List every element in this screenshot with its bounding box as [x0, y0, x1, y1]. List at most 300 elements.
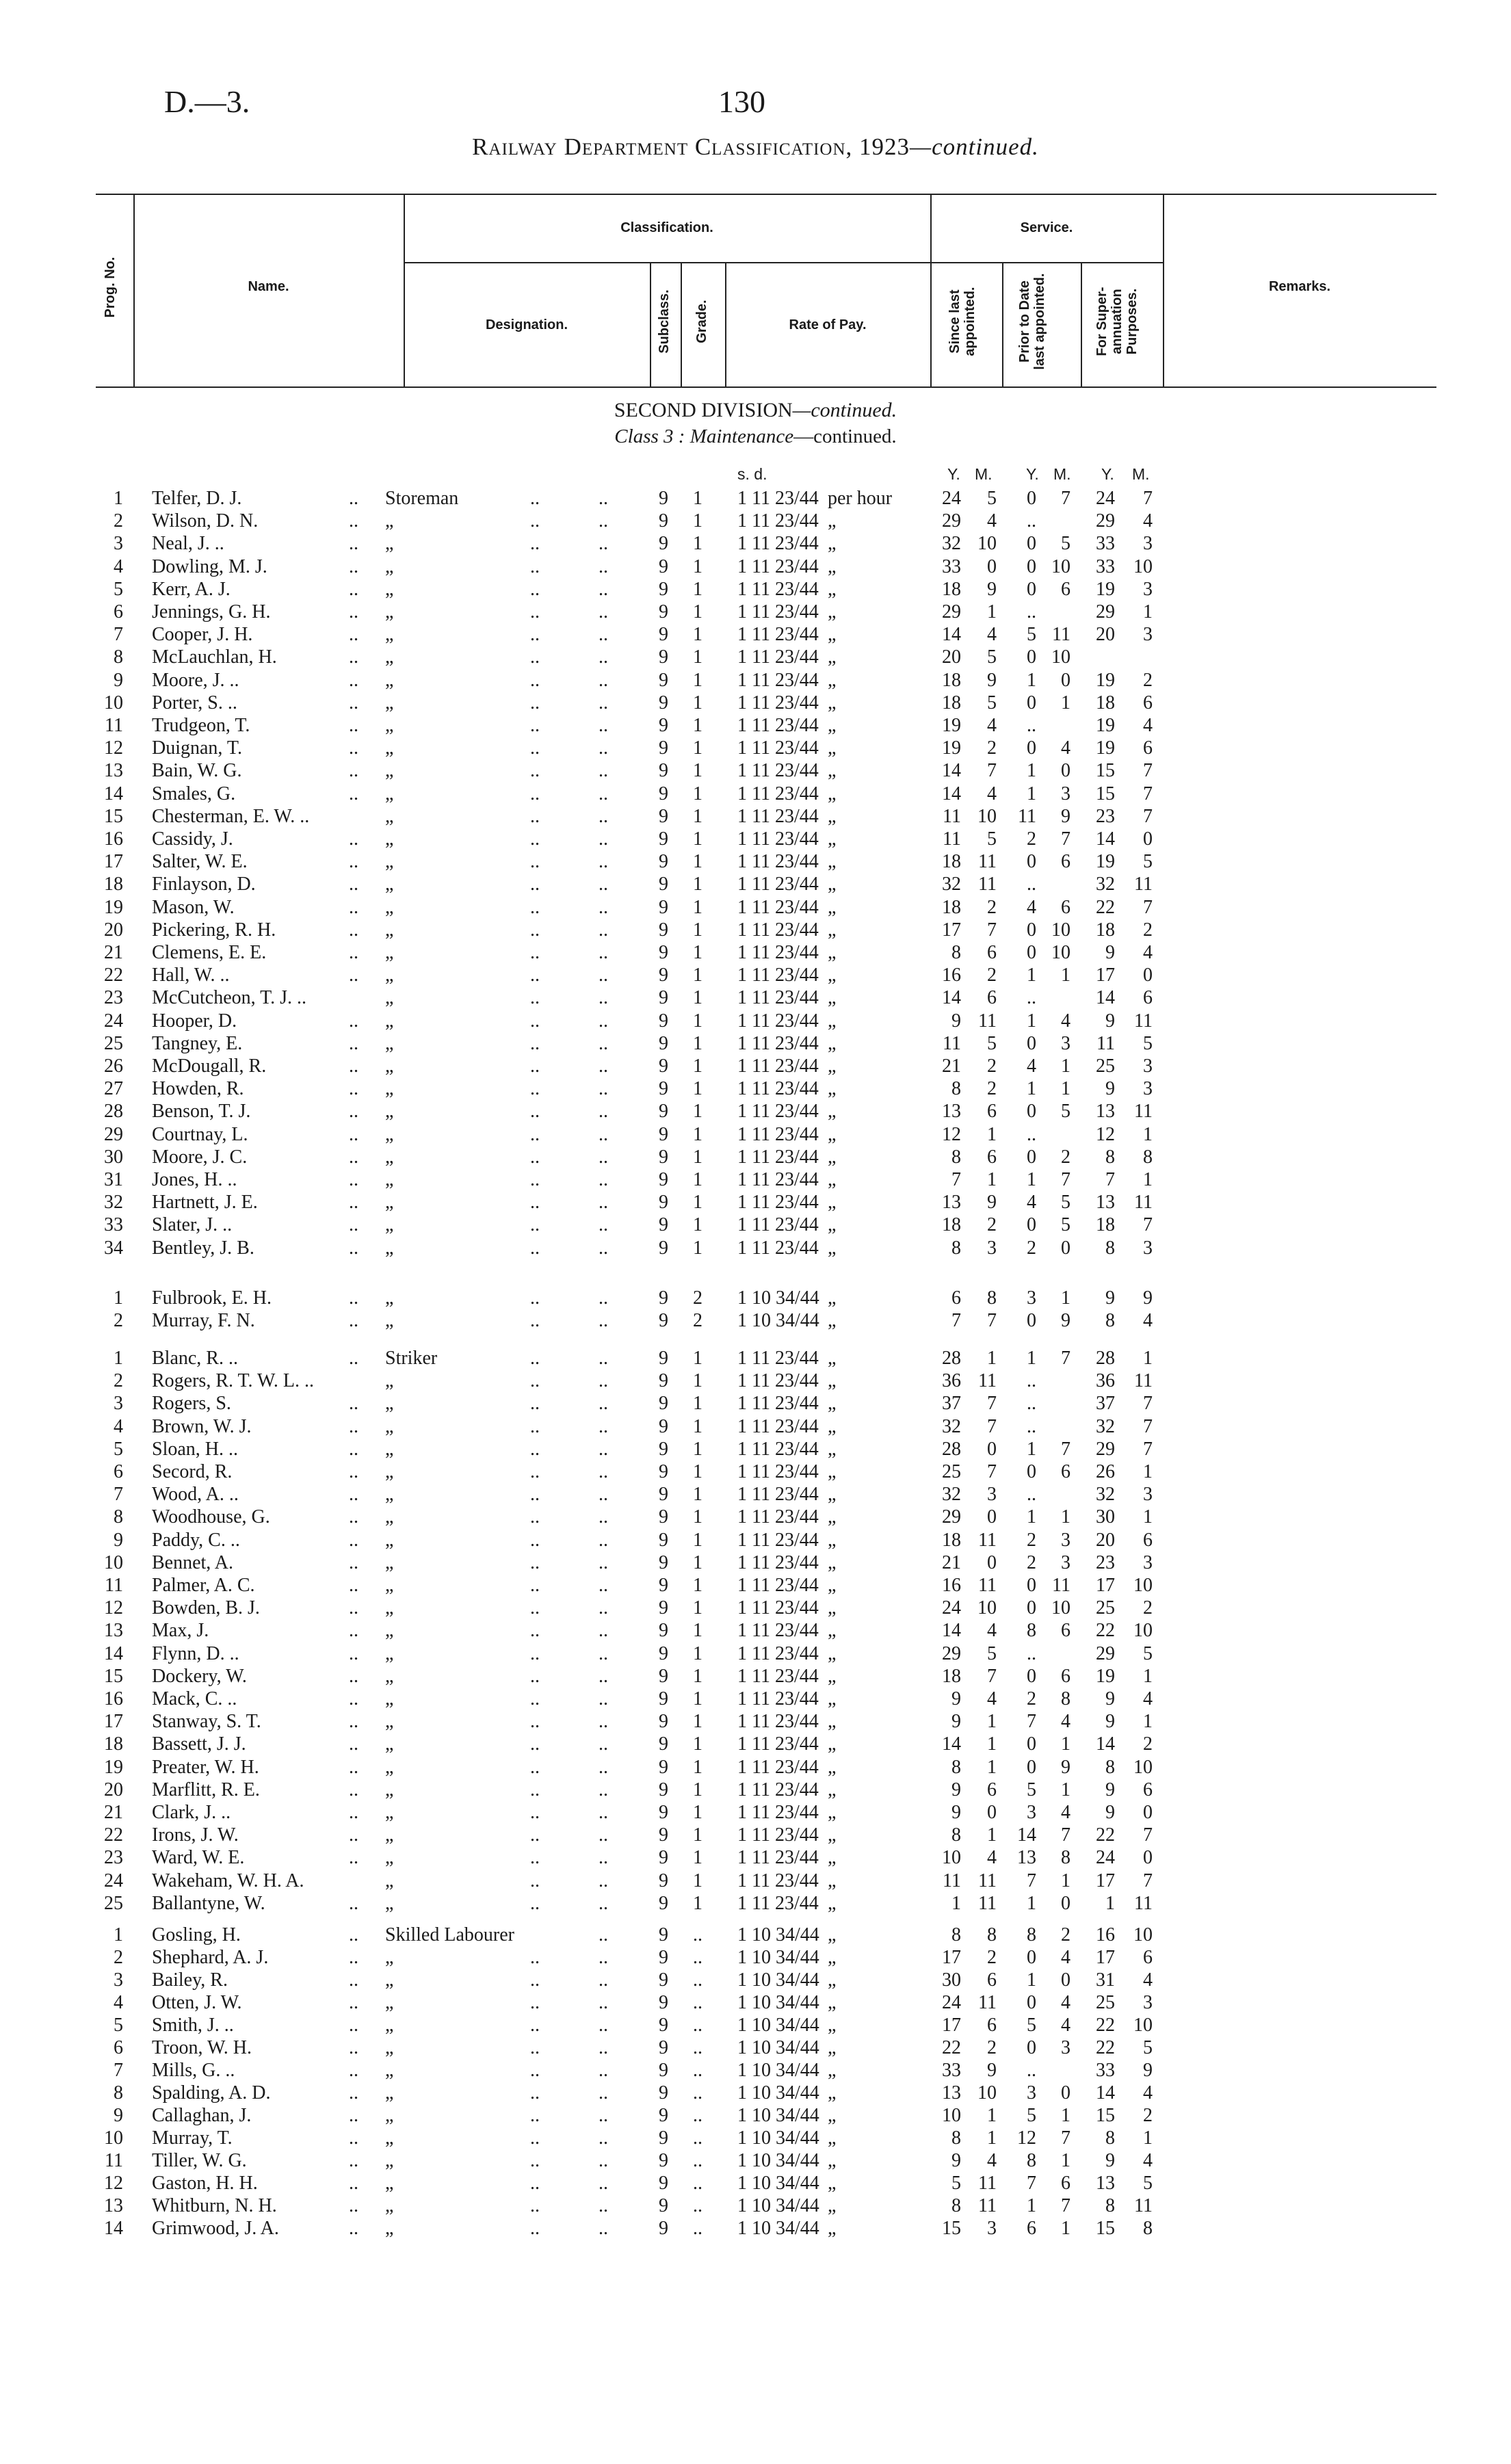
- grade: 1: [693, 555, 702, 577]
- super-months: 5: [1143, 1032, 1153, 1054]
- grade: 1: [693, 669, 702, 691]
- subclass: 9: [659, 1688, 668, 1709]
- grade: 1: [693, 1733, 702, 1755]
- rate-of-pay: 1 11 23/44: [737, 1056, 819, 1077]
- grade: 1: [693, 1529, 702, 1551]
- subclass: 9: [659, 2060, 668, 2081]
- prior-months: 7: [1061, 1824, 1070, 1846]
- leader-dots: ..: [349, 2150, 358, 2171]
- staff-name: Wilson, D. N.: [152, 510, 259, 532]
- prog-no: 2: [114, 510, 123, 532]
- since-last-months: 4: [987, 1620, 997, 1642]
- prior-months: 4: [1061, 1010, 1070, 1032]
- prior-years: 1: [1027, 1348, 1036, 1369]
- staff-name: Fulbrook, E. H.: [152, 1287, 272, 1309]
- staff-name: Paddy, C. ..: [152, 1529, 240, 1551]
- staff-name: Grimwood, J. A.: [152, 2218, 279, 2239]
- since-last-years: 16: [942, 965, 961, 986]
- leader-dots: ..: [599, 1237, 608, 1259]
- staff-name: Smales, G.: [152, 783, 236, 804]
- subclass: 9: [659, 1146, 668, 1168]
- since-last-years: 14: [942, 783, 961, 804]
- super-years: 17: [1096, 1947, 1115, 1968]
- table-row: [0, 783, 1511, 806]
- super-years: 32: [1096, 1484, 1115, 1506]
- prior-years: 8: [1027, 1924, 1036, 1945]
- designation: „: [385, 2060, 394, 2081]
- rate-unit: „: [828, 1010, 837, 1032]
- leader-dots: ..: [349, 533, 358, 555]
- since-last-months: 6: [987, 1779, 997, 1800]
- designation: „: [385, 1415, 394, 1437]
- super-years: 24: [1096, 1847, 1115, 1869]
- super-years: 8: [1105, 1237, 1115, 1259]
- subclass: 9: [659, 1665, 668, 1687]
- rate-of-pay: 1 11 23/44: [737, 1370, 819, 1392]
- since-last-years: 24: [942, 1597, 961, 1619]
- rate-of-pay: 1 11 23/44: [737, 1146, 819, 1168]
- rate-of-pay: 1 10 34/44: [737, 2105, 819, 2126]
- since-last-months: 11: [978, 1870, 997, 1891]
- since-last-years: 6: [951, 1287, 961, 1309]
- rate-unit: „: [828, 1824, 837, 1846]
- prior-years: 1: [1027, 1892, 1036, 1914]
- staff-name: Secord, R.: [152, 1461, 233, 1482]
- since-last-years: 9: [951, 1779, 961, 1800]
- since-last-years: 32: [942, 1484, 961, 1506]
- prior-years: 3: [1027, 1802, 1036, 1823]
- header-service: Service.: [1020, 220, 1073, 235]
- rate-of-pay: 1 11 23/44: [737, 601, 819, 622]
- since-last-years: 9: [951, 1688, 961, 1709]
- super-years: 9: [1105, 1010, 1115, 1032]
- rate-of-pay: 1 11 23/44: [737, 1348, 819, 1369]
- since-last-years: 5: [951, 2173, 961, 2194]
- super-years: 26: [1096, 1461, 1115, 1482]
- prior-years: 0: [1027, 646, 1036, 668]
- staff-name: Max, J.: [152, 1620, 209, 1642]
- leader-dots: ..: [599, 692, 608, 713]
- leader-dots: ..: [530, 2060, 540, 2081]
- subclass: 9: [659, 533, 668, 555]
- super-years: 29: [1096, 1642, 1115, 1664]
- leader-dots: ..: [599, 1802, 608, 1823]
- grade: ..: [693, 2060, 702, 2081]
- prior-years: 7: [1027, 1870, 1036, 1891]
- since-last-years: 8: [951, 1078, 961, 1100]
- class-label: Class 3 :: [614, 425, 685, 447]
- subclass: 9: [659, 851, 668, 873]
- grade: 1: [693, 1484, 702, 1506]
- staff-name: Kerr, A. J.: [152, 578, 231, 600]
- prior-years: 2: [1027, 1529, 1036, 1551]
- designation: „: [385, 669, 394, 691]
- prior-months: 2: [1061, 1924, 1070, 1945]
- table-row: [0, 1214, 1511, 1237]
- since-last-months: 10: [977, 805, 997, 827]
- division-title-suffix: —continued.: [792, 399, 897, 421]
- since-last-months: 1: [987, 1824, 997, 1846]
- rate-unit: „: [828, 942, 837, 963]
- since-last-years: 11: [943, 1870, 961, 1891]
- grade: 1: [693, 1146, 702, 1168]
- rate-of-pay: 1 11 23/44: [737, 1484, 819, 1506]
- leader-dots: ..: [530, 533, 540, 555]
- prior-months: 5: [1061, 1101, 1070, 1123]
- header-rate-of-pay: Rate of Pay.: [789, 317, 867, 332]
- super-years: 19: [1096, 851, 1115, 873]
- table-row: [0, 1530, 1511, 1552]
- leader-dots: ..: [530, 851, 540, 873]
- super-years: 25: [1096, 1056, 1115, 1077]
- super-years: 18: [1096, 919, 1115, 941]
- leader-dots: ..: [599, 578, 608, 600]
- prior-years: ..: [1027, 1642, 1036, 1664]
- leader-dots: ..: [530, 488, 540, 509]
- since-last-years: 19: [942, 737, 961, 759]
- grade: 1: [693, 1415, 702, 1437]
- col-divider: [650, 262, 651, 388]
- super-years: 14: [1096, 2082, 1115, 2103]
- prior-months: 7: [1061, 2127, 1070, 2149]
- since-last-years: 9: [951, 2150, 961, 2171]
- header-grade: Grade.: [694, 300, 709, 343]
- designation: „: [385, 1870, 394, 1891]
- staff-name: Mason, W.: [152, 896, 235, 918]
- prior-years: 13: [1017, 1847, 1036, 1869]
- staff-name: Chesterman, E. W. ..: [152, 805, 310, 827]
- designation: „: [385, 2173, 394, 2194]
- prior-years: 0: [1027, 1665, 1036, 1687]
- rate-of-pay: 1 11 23/44: [737, 1802, 819, 1823]
- prior-years: 1: [1027, 2195, 1036, 2216]
- leader-dots: ..: [530, 1711, 540, 1733]
- grade: 1: [693, 624, 702, 646]
- leader-dots: ..: [530, 1484, 540, 1506]
- rate-unit: „: [828, 1101, 837, 1123]
- rate-unit: „: [828, 1370, 837, 1392]
- staff-name: Murray, T.: [152, 2127, 233, 2149]
- subclass: 9: [659, 942, 668, 963]
- leader-dots: ..: [599, 919, 608, 941]
- staff-name: Sloan, H. ..: [152, 1438, 238, 1460]
- super-years: 24: [1096, 488, 1115, 509]
- grade: 1: [693, 828, 702, 850]
- subclass: 9: [659, 1237, 668, 1259]
- leader-dots: ..: [530, 1078, 540, 1100]
- prog-no: 3: [114, 533, 123, 555]
- table-row: [0, 2150, 1511, 2173]
- prog-no: 33: [104, 1214, 123, 1236]
- grade: ..: [693, 2105, 702, 2126]
- prior-years: 7: [1027, 2173, 1036, 2194]
- table-row: [0, 1620, 1511, 1642]
- rate-of-pay: 1 10 34/44: [737, 2218, 819, 2239]
- staff-name: Gosling, H.: [152, 1924, 241, 1945]
- prior-years: 0: [1027, 1597, 1036, 1619]
- super-months: 3: [1143, 624, 1153, 646]
- staff-name: Dowling, M. J.: [152, 555, 267, 577]
- prior-months: 1: [1061, 965, 1070, 986]
- leader-dots: ..: [349, 919, 358, 941]
- grade: 1: [693, 1642, 702, 1664]
- document-reference: D.—3.: [164, 84, 250, 119]
- since-last-years: 18: [942, 692, 961, 713]
- super-months: 7: [1143, 1393, 1153, 1415]
- grade: 1: [693, 1870, 702, 1891]
- prior-years: 8: [1027, 1620, 1036, 1642]
- prior-years: 0: [1027, 1992, 1036, 2013]
- table-row: [0, 1393, 1511, 1415]
- rate-of-pay: 1 11 23/44: [737, 1597, 819, 1619]
- super-years: 9: [1105, 1802, 1115, 1823]
- table-row: [0, 1461, 1511, 1484]
- rate-unit: „: [828, 1575, 837, 1596]
- col-divider: [1081, 262, 1082, 388]
- rate-of-pay: 1 11 23/44: [737, 1438, 819, 1460]
- super-years: 13: [1096, 2173, 1115, 2194]
- super-years: 29: [1096, 601, 1115, 622]
- subclass: 9: [659, 1529, 668, 1551]
- rate-unit: „: [828, 669, 837, 691]
- super-years: 9: [1105, 1287, 1115, 1309]
- leader-dots: ..: [599, 1370, 608, 1392]
- subclass: 9: [659, 1192, 668, 1214]
- grade: 1: [693, 1461, 702, 1482]
- since-last-months: 4: [987, 783, 997, 804]
- leader-dots: ..: [599, 1506, 608, 1528]
- designation: „: [385, 1461, 394, 1482]
- staff-name: Moore, J. ..: [152, 669, 239, 691]
- since-last-months: 6: [987, 1969, 997, 1991]
- subclass: 9: [659, 1056, 668, 1077]
- subclass: 9: [659, 601, 668, 622]
- rate-of-pay: 1 11 23/44: [737, 828, 819, 850]
- leader-dots: ..: [599, 1733, 608, 1755]
- super-months: 3: [1143, 1078, 1153, 1100]
- super-months: 3: [1143, 533, 1153, 555]
- rate-of-pay: 1 11 23/44: [737, 805, 819, 827]
- subclass: 9: [659, 555, 668, 577]
- rate-of-pay: 1 11 23/44: [737, 1575, 819, 1596]
- leader-dots: ..: [599, 2105, 608, 2126]
- leader-dots: ..: [349, 874, 358, 895]
- leader-dots: ..: [599, 965, 608, 986]
- leader-dots: ..: [349, 1506, 358, 1528]
- leader-dots: ..: [530, 1461, 540, 1482]
- rate-unit: „: [828, 919, 837, 941]
- staff-name: Preater, W. H.: [152, 1756, 259, 1778]
- designation: „: [385, 1506, 394, 1528]
- since-last-months: 11: [978, 2173, 997, 2194]
- designation: „: [385, 1779, 394, 1800]
- since-last-months: 3: [987, 1484, 997, 1506]
- prior-years: 1: [1027, 1078, 1036, 1100]
- grade: 1: [693, 1620, 702, 1642]
- prior-years: 0: [1027, 851, 1036, 873]
- prior-years: ..: [1027, 601, 1036, 622]
- rate-unit: „: [828, 510, 837, 532]
- leader-dots: ..: [599, 1924, 608, 1945]
- subclass: 9: [659, 805, 668, 827]
- since-last-years: 29: [942, 510, 961, 532]
- super-months: 6: [1143, 987, 1153, 1009]
- rate-unit: „: [828, 2105, 837, 2126]
- table-row: [0, 692, 1511, 715]
- staff-name: Murray, F. N.: [152, 1310, 255, 1331]
- super-months: 7: [1143, 760, 1153, 782]
- subclass: 9: [659, 1802, 668, 1823]
- since-last-months: 9: [987, 669, 997, 691]
- leader-dots: ..: [599, 874, 608, 895]
- rate-unit: „: [828, 578, 837, 600]
- prior-months: 6: [1061, 1620, 1070, 1642]
- rate-of-pay: 1 11 23/44: [737, 715, 819, 736]
- leader-dots: ..: [599, 1310, 608, 1331]
- rate-unit: „: [828, 1779, 837, 1800]
- super-months: 4: [1143, 715, 1153, 736]
- grade: 1: [693, 783, 702, 804]
- leader-dots: ..: [530, 1370, 540, 1392]
- prog-no: 6: [114, 1461, 123, 1482]
- designation: Storeman: [385, 488, 459, 509]
- prog-no: 2: [114, 1947, 123, 1968]
- since-last-years: 29: [942, 601, 961, 622]
- leader-dots: ..: [599, 715, 608, 736]
- designation: „: [385, 1237, 394, 1259]
- since-last-years: 16: [942, 1575, 961, 1596]
- super-years: 9: [1105, 1688, 1115, 1709]
- grade: 1: [693, 1123, 702, 1145]
- prior-months: 7: [1061, 2195, 1070, 2216]
- prior-months: 10: [1051, 919, 1070, 941]
- prior-months: 1: [1061, 2105, 1070, 2126]
- staff-name: Hooper, D.: [152, 1010, 237, 1032]
- rate-of-pay: 1 11 23/44: [737, 1892, 819, 1914]
- leader-dots: ..: [599, 1688, 608, 1709]
- prog-no: 28: [104, 1101, 123, 1123]
- staff-name: Hartnett, J. E.: [152, 1192, 258, 1214]
- rate-unit: „: [828, 1665, 837, 1687]
- leader-dots: ..: [530, 2037, 540, 2058]
- super-years: 29: [1096, 510, 1115, 532]
- since-last-months: 1: [987, 1756, 997, 1778]
- super-months: 4: [1143, 942, 1153, 963]
- rate-unit: „: [828, 2037, 837, 2058]
- super-months: 10: [1133, 1756, 1153, 1778]
- super-years: 22: [1096, 1824, 1115, 1846]
- prog-no: 15: [104, 805, 123, 827]
- super-years: 13: [1096, 1101, 1115, 1123]
- prior-months: 4: [1061, 2015, 1070, 2036]
- prog-no: 23: [104, 1847, 123, 1869]
- designation: „: [385, 1484, 394, 1506]
- prog-no: 12: [104, 1597, 123, 1619]
- leader-dots: ..: [599, 2195, 608, 2216]
- grade: ..: [693, 2037, 702, 2058]
- rate-unit: „: [828, 2173, 837, 2194]
- leader-dots: ..: [349, 2218, 358, 2239]
- super-years: 18: [1096, 692, 1115, 713]
- table-row: [0, 851, 1511, 874]
- super-months: 7: [1143, 1214, 1153, 1236]
- prior-months: 0: [1061, 1969, 1070, 1991]
- table-row: [0, 2127, 1511, 2150]
- rate-of-pay: 1 11 23/44: [737, 1620, 819, 1642]
- super-years: 23: [1096, 1551, 1115, 1573]
- super-months: 8: [1143, 1146, 1153, 1168]
- since-last-months: 9: [987, 2060, 997, 2081]
- header-for-superannuation: For Super- annuation Purposes.: [1094, 287, 1140, 356]
- prog-no: 12: [104, 737, 123, 759]
- leader-dots: ..: [599, 760, 608, 782]
- since-last-months: 6: [987, 1101, 997, 1123]
- leader-dots: ..: [349, 510, 358, 532]
- prog-no: 22: [104, 965, 123, 986]
- designation: „: [385, 919, 394, 941]
- prior-months: 10: [1051, 1597, 1070, 1619]
- table-row: [0, 874, 1511, 896]
- leader-dots: ..: [530, 1779, 540, 1800]
- since-last-months: 9: [987, 578, 997, 600]
- super-months: 10: [1133, 2015, 1153, 2036]
- leader-dots: ..: [599, 1529, 608, 1551]
- since-last-months: 7: [987, 919, 997, 941]
- rate-of-pay: 1 11 23/44: [737, 646, 819, 668]
- super-years: 12: [1096, 1123, 1115, 1145]
- since-last-years: 14: [942, 624, 961, 646]
- subclass: 9: [659, 1101, 668, 1123]
- prog-no: 2: [114, 1370, 123, 1392]
- prior-months: 6: [1061, 1665, 1070, 1687]
- prog-no: 19: [104, 896, 123, 918]
- leader-dots: ..: [530, 1802, 540, 1823]
- designation: „: [385, 1756, 394, 1778]
- rate-unit: „: [828, 1032, 837, 1054]
- designation: „: [385, 715, 394, 736]
- header-remarks: Remarks.: [1268, 279, 1331, 294]
- prior-years: 0: [1027, 533, 1036, 555]
- since-last-years: 32: [942, 533, 961, 555]
- super-months: 2: [1143, 1597, 1153, 1619]
- designation: „: [385, 2105, 394, 2126]
- leader-dots: ..: [530, 1506, 540, 1528]
- leader-dots: ..: [530, 1597, 540, 1619]
- designation: „: [385, 2037, 394, 2058]
- grade: 2: [693, 1310, 702, 1331]
- table-row: [0, 601, 1511, 624]
- leader-dots: ..: [349, 1847, 358, 1869]
- prog-no: 16: [104, 1688, 123, 1709]
- leader-dots: ..: [530, 715, 540, 736]
- rate-unit: „: [828, 1733, 837, 1755]
- subclass: 9: [659, 987, 668, 1009]
- designation: „: [385, 1551, 394, 1573]
- rate-unit: „: [828, 1393, 837, 1415]
- since-last-months: 6: [987, 987, 997, 1009]
- since-last-months: 3: [987, 2218, 997, 2239]
- unit-rate: s. d.: [737, 465, 767, 483]
- designation: „: [385, 1992, 394, 2013]
- designation: „: [385, 896, 394, 918]
- super-years: 8: [1105, 2127, 1115, 2149]
- rate-of-pay: 1 11 23/44: [737, 1688, 819, 1709]
- unit-years: Y.: [947, 465, 960, 483]
- grade: 1: [693, 646, 702, 668]
- since-last-months: 10: [977, 1597, 997, 1619]
- since-last-months: 1: [987, 2105, 997, 2126]
- super-years: 31: [1096, 1969, 1115, 1991]
